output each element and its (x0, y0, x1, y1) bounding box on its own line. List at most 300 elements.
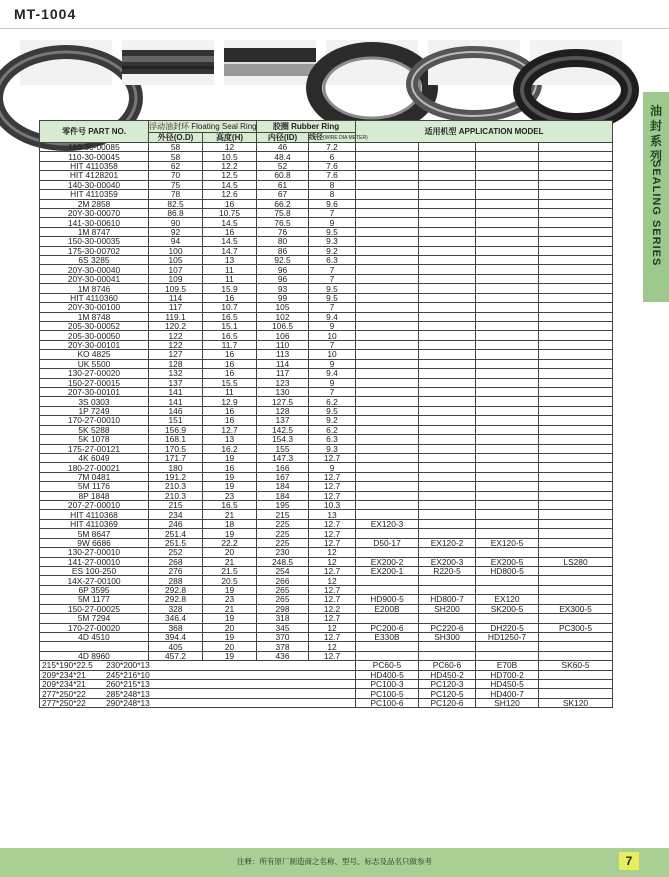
app-model-4-cell (539, 425, 613, 434)
app-model-2-cell: SH300 (419, 632, 476, 641)
height-cell: 14.5 (203, 237, 257, 246)
inner-diameter-cell: 76 (257, 227, 309, 236)
app-model-1-cell: PC200-6 (356, 623, 419, 632)
app-model-3-cell (476, 227, 539, 236)
wire-diameter-cell: 10 (309, 350, 356, 359)
height-cell: 10.5 (203, 152, 257, 161)
app-model-3-cell: EX200-5 (476, 557, 539, 566)
app-model-1-cell (356, 218, 419, 227)
part-no-cell: 6P 3595 (40, 585, 149, 594)
app-model-4-cell (539, 340, 613, 349)
app-model-4-cell: PC300-5 (539, 623, 613, 632)
app-model-1-cell (356, 651, 419, 660)
app-model-4-cell (539, 510, 613, 519)
height-cell: 16 (203, 293, 257, 302)
inner-diameter-cell: 265 (257, 595, 309, 604)
app-model-2-cell: HD800-7 (419, 595, 476, 604)
od-cell: 171.7 (149, 453, 203, 462)
app-model-2-cell (419, 463, 476, 472)
app-model-1-cell: PC60-5 (356, 661, 419, 670)
wire-diameter-cell: 9.4 (309, 312, 356, 321)
wire-diameter-cell: 13 (309, 510, 356, 519)
app-model-2-cell (419, 529, 476, 538)
app-model-3-cell: HD700-2 (476, 670, 539, 679)
wire-diameter-cell: 12.7 (309, 472, 356, 481)
od-cell: 394.4 (149, 632, 203, 641)
od-cell: 78 (149, 190, 203, 199)
wire-diameter-cell: 9.2 (309, 246, 356, 255)
app-model-3-cell (476, 143, 539, 152)
od-cell: 457.2 (149, 651, 203, 660)
inner-diameter-cell: 52 (257, 161, 309, 170)
app-model-1-cell (356, 237, 419, 246)
wire-diameter-cell: 12.7 (309, 632, 356, 641)
inner-diameter-cell: 106.5 (257, 322, 309, 331)
od-cell: 105 (149, 256, 203, 265)
height-cell: 11 (203, 265, 257, 274)
seal-ring-photo-2 (122, 40, 214, 85)
table-row (40, 406, 613, 415)
app-model-2-cell (419, 284, 476, 293)
app-model-3-cell (476, 199, 539, 208)
app-model-1-cell (356, 190, 419, 199)
app-model-3-cell (476, 246, 539, 255)
app-model-2-cell (419, 642, 476, 651)
app-model-4-cell (539, 397, 613, 406)
app-model-3-cell (476, 576, 539, 585)
od-cell: 246 (149, 519, 203, 528)
table-row (40, 190, 613, 199)
app-model-2-cell (419, 491, 476, 500)
rubber-ring-dims: 285*248*13 (106, 688, 150, 699)
app-model-4-cell (539, 416, 613, 425)
inner-diameter-cell: 76.5 (257, 218, 309, 227)
app-model-2-cell: PC120-6 (419, 698, 476, 707)
od-cell: 210.3 (149, 491, 203, 500)
inner-diameter-cell: 230 (257, 548, 309, 557)
inner-diameter-cell: 154.3 (257, 435, 309, 444)
table-row (40, 387, 613, 396)
app-model-4-cell (539, 632, 613, 641)
table-row (40, 397, 613, 406)
app-model-4-cell (539, 265, 613, 274)
app-model-3-cell: HD800-5 (476, 566, 539, 575)
od-cell: 58 (149, 143, 203, 152)
app-model-3-cell (476, 614, 539, 623)
wire-diameter-cell: 9 (309, 359, 356, 368)
app-model-4-cell (539, 143, 613, 152)
app-model-2-cell: PC60-6 (419, 661, 476, 670)
wire-diameter-cell: 6.2 (309, 425, 356, 434)
app-model-2-cell (419, 472, 476, 481)
height-cell: 19 (203, 453, 257, 462)
table-row (40, 265, 613, 274)
app-model-1-cell (356, 491, 419, 500)
od-cell: 268 (149, 557, 203, 566)
table-row (40, 284, 613, 293)
table-row (40, 152, 613, 161)
od-cell: 405 (149, 642, 203, 651)
app-model-1-cell (356, 548, 419, 557)
table-row (40, 161, 613, 170)
part-no-cell: 5K 5288 (40, 425, 149, 434)
part-no-cell: 20Y-30-00070 (40, 208, 149, 217)
table-row (40, 491, 613, 500)
app-model-2-cell (419, 237, 476, 246)
wire-diameter-cell: 9.4 (309, 369, 356, 378)
app-model-1-cell (356, 350, 419, 359)
height-cell: 19 (203, 529, 257, 538)
dimension-summary-cell (40, 680, 356, 689)
app-model-1-cell (356, 246, 419, 255)
table-row (40, 322, 613, 331)
app-model-4-cell (539, 491, 613, 500)
table-row (40, 698, 613, 707)
table-row (40, 501, 613, 510)
app-model-2-cell (419, 425, 476, 434)
sealing-series-side-tab (643, 92, 669, 302)
dimension-summary-cell (40, 698, 356, 707)
app-model-4-cell (539, 227, 613, 236)
wire-diameter-cell: 6.3 (309, 256, 356, 265)
od-cell: 75 (149, 180, 203, 189)
app-model-2-cell (419, 576, 476, 585)
inner-diameter-cell: 93 (257, 284, 309, 293)
part-no-cell: 20Y-30-00040 (40, 265, 149, 274)
app-model-4-cell (539, 548, 613, 557)
od-cell: 292.8 (149, 585, 203, 594)
height-cell: 21 (203, 557, 257, 566)
wire-diameter-cell: 7 (309, 303, 356, 312)
app-model-3-cell (476, 453, 539, 462)
wire-diameter-cell: 9.5 (309, 293, 356, 302)
part-no-cell: 20Y-30-00101 (40, 340, 149, 349)
wire-diameter-cell: 9.5 (309, 406, 356, 415)
app-model-1-cell (356, 472, 419, 481)
inner-diameter-cell: 96 (257, 274, 309, 283)
od-cell: 94 (149, 237, 203, 246)
app-model-1-cell (356, 369, 419, 378)
app-model-2-cell (419, 435, 476, 444)
table-row (40, 557, 613, 566)
app-model-2-cell (419, 519, 476, 528)
app-model-4-cell (539, 529, 613, 538)
app-model-2-cell (419, 303, 476, 312)
wire-diameter-cell: 7.6 (309, 161, 356, 170)
wire-diameter-cell: 12.7 (309, 529, 356, 538)
table-row (40, 529, 613, 538)
app-model-3-cell (476, 406, 539, 415)
app-model-2-cell (419, 227, 476, 236)
app-model-3-cell: E70B (476, 661, 539, 670)
page-number: 7 (619, 852, 639, 870)
app-model-4-cell (539, 689, 613, 698)
table-row (40, 632, 613, 641)
wire-diameter-cell: 12.2 (309, 604, 356, 613)
app-model-3-cell (476, 444, 539, 453)
app-model-1-cell (356, 143, 419, 152)
app-model-4-cell (539, 359, 613, 368)
height-cell: 15.9 (203, 284, 257, 293)
app-model-1-cell: PC100-5 (356, 689, 419, 698)
app-model-1-cell (356, 387, 419, 396)
inner-diameter-cell: 215 (257, 510, 309, 519)
app-model-2-cell (419, 340, 476, 349)
od-cell: 62 (149, 161, 203, 170)
app-model-4-cell (539, 274, 613, 283)
part-no-cell: 141-30-00610 (40, 218, 149, 227)
table-row (40, 680, 613, 689)
app-model-3-cell (476, 284, 539, 293)
inner-diameter-cell: 105 (257, 303, 309, 312)
height-cell: 20 (203, 642, 257, 651)
table-row (40, 227, 613, 236)
app-model-2-cell (419, 256, 476, 265)
app-model-4-cell (539, 208, 613, 217)
rubber-ring-dims: 230*200*13 (106, 660, 150, 671)
inner-diameter-cell: 254 (257, 566, 309, 575)
part-no-cell: 150-27-00015 (40, 378, 149, 387)
height-cell: 12.2 (203, 161, 257, 170)
app-model-4-cell (539, 312, 613, 321)
part-no-cell: HIT 4110369 (40, 519, 149, 528)
app-model-4-cell (539, 576, 613, 585)
app-model-3-cell (476, 651, 539, 660)
table-row (40, 331, 613, 340)
app-model-1-cell (356, 463, 419, 472)
wire-diameter-cell: 12 (309, 642, 356, 651)
app-model-3-cell: SH120 (476, 698, 539, 707)
app-model-1-cell: E200B (356, 604, 419, 613)
wire-diameter-cell: 12.7 (309, 482, 356, 491)
table-row (40, 463, 613, 472)
wire-diameter-cell: 6 (309, 152, 356, 161)
inner-diameter-cell: 46 (257, 143, 309, 152)
app-model-4-cell (539, 237, 613, 246)
app-model-4-cell (539, 199, 613, 208)
wire-diameter-cell: 12.7 (309, 595, 356, 604)
app-model-4-cell (539, 453, 613, 462)
part-no-cell: HIT 4110368 (40, 510, 149, 519)
part-no-cell: 170-27-00010 (40, 416, 149, 425)
wire-diameter-cell: 7 (309, 340, 356, 349)
part-no-cell: 207-27-00010 (40, 501, 149, 510)
table-row (40, 303, 613, 312)
app-model-2-cell (419, 444, 476, 453)
table-row (40, 576, 613, 585)
od-cell: 86.8 (149, 208, 203, 217)
od-cell: 109.5 (149, 284, 203, 293)
rubber-ring-dims: 260*215*13 (106, 679, 150, 690)
table-row (40, 199, 613, 208)
height-cell: 11 (203, 387, 257, 396)
table-row (40, 642, 613, 651)
od-cell: 252 (149, 548, 203, 557)
inner-diameter-cell: 99 (257, 293, 309, 302)
od-cell: 251.5 (149, 538, 203, 547)
app-model-3-cell (476, 519, 539, 528)
part-no-cell: 140-30-00040 (40, 180, 149, 189)
height-cell: 19 (203, 651, 257, 660)
app-model-3-cell (476, 642, 539, 651)
wire-diameter-cell: 12.7 (309, 614, 356, 623)
od-cell: 288 (149, 576, 203, 585)
app-model-1-cell (356, 208, 419, 217)
app-model-2-cell (419, 501, 476, 510)
part-no-cell: 130-27-00010 (40, 548, 149, 557)
inner-diameter-cell: 75.8 (257, 208, 309, 217)
od-cell: 368 (149, 623, 203, 632)
app-model-4-cell (539, 284, 613, 293)
inner-diameter-cell: 184 (257, 482, 309, 491)
height-cell: 15.1 (203, 322, 257, 331)
dimension-summary-cell (40, 661, 356, 670)
app-model-4-cell (539, 171, 613, 180)
wire-diameter-cell: 12.7 (309, 491, 356, 500)
dimension-summary-cell (40, 689, 356, 698)
app-model-1-cell (356, 340, 419, 349)
seal-ring-photo-4 (326, 40, 418, 85)
height-cell: 10.75 (203, 208, 257, 217)
part-no-cell: 1M 8748 (40, 312, 149, 321)
app-model-3-cell: DH220-5 (476, 623, 539, 632)
app-model-2-cell (419, 369, 476, 378)
app-model-3-cell: EX120-5 (476, 538, 539, 547)
part-no-cell: 130-27-00020 (40, 369, 149, 378)
app-model-1-cell (356, 265, 419, 274)
app-model-2-cell: R220-5 (419, 566, 476, 575)
part-no-cell: 14X-27-00100 (40, 576, 149, 585)
table-row (40, 237, 613, 246)
table-row (40, 312, 613, 321)
table-row (40, 359, 613, 368)
app-model-2-cell (419, 218, 476, 227)
od-cell: 156.9 (149, 425, 203, 434)
app-model-4-cell: SK60-5 (539, 661, 613, 670)
app-model-4-cell (539, 595, 613, 604)
part-no-cell: 175-30-00702 (40, 246, 149, 255)
table-row (40, 661, 613, 670)
part-no-cell: KO 4825 (40, 350, 149, 359)
height-cell: 14.5 (203, 180, 257, 189)
part-no-cell: 1M 8746 (40, 284, 149, 293)
app-model-2-cell (419, 293, 476, 302)
od-cell: 292.8 (149, 595, 203, 604)
app-model-4-cell (539, 331, 613, 340)
app-model-2-cell (419, 180, 476, 189)
app-model-3-cell: HD450-5 (476, 680, 539, 689)
part-no-cell: 20Y-30-00100 (40, 303, 149, 312)
inner-diameter-cell: 345 (257, 623, 309, 632)
height-cell: 16.5 (203, 331, 257, 340)
height-cell: 16 (203, 463, 257, 472)
part-no-cell: 150-27-00025 (40, 604, 149, 613)
part-no-cell: 141-27-00010 (40, 557, 149, 566)
table-row (40, 340, 613, 349)
app-model-1-cell (356, 312, 419, 321)
height-cell: 14.7 (203, 246, 257, 255)
inner-diameter-cell: 147.3 (257, 453, 309, 462)
wire-diameter-cell: 7 (309, 208, 356, 217)
app-model-3-cell (476, 322, 539, 331)
wire-diameter-cell: 7.2 (309, 143, 356, 152)
app-model-4-cell (539, 482, 613, 491)
table-row (40, 378, 613, 387)
app-model-1-cell (356, 406, 419, 415)
inner-diameter-cell: 436 (257, 651, 309, 660)
app-model-1-cell (356, 359, 419, 368)
app-model-3-cell (476, 482, 539, 491)
app-model-3-cell (476, 350, 539, 359)
rubber-ring-dims: 290*248*13 (106, 698, 150, 709)
inner-diameter-cell: 113 (257, 350, 309, 359)
app-model-2-cell: EX120-2 (419, 538, 476, 547)
table-row (40, 171, 613, 180)
app-model-1-cell (356, 510, 419, 519)
table-row (40, 585, 613, 594)
height-cell: 23 (203, 595, 257, 604)
inner-diameter-cell: 225 (257, 538, 309, 547)
part-no-cell (40, 642, 149, 651)
table-row (40, 369, 613, 378)
app-model-3-cell (476, 208, 539, 217)
app-model-1-cell (356, 199, 419, 208)
od-cell: 100 (149, 246, 203, 255)
table-row (40, 472, 613, 481)
height-cell: 16 (203, 199, 257, 208)
od-cell: 132 (149, 369, 203, 378)
app-model-4-cell (539, 501, 613, 510)
app-model-4-cell (539, 190, 613, 199)
wire-diameter-cell: 7 (309, 387, 356, 396)
height-cell: 16 (203, 359, 257, 368)
app-model-2-cell (419, 312, 476, 321)
app-model-3-cell: SK200-5 (476, 604, 539, 613)
inner-diameter-cell: 106 (257, 331, 309, 340)
app-model-3-cell (476, 190, 539, 199)
table-row (40, 293, 613, 302)
od-header: 外径(O.D) (149, 133, 203, 143)
inner-diameter-cell: 60.8 (257, 171, 309, 180)
height-cell: 16 (203, 406, 257, 415)
wire-diameter-cell: 9 (309, 378, 356, 387)
app-model-1-cell: PC100-3 (356, 680, 419, 689)
app-model-4-cell (539, 350, 613, 359)
app-model-4-cell (539, 614, 613, 623)
seal-ring-photo-5 (428, 40, 520, 85)
table-row (40, 350, 613, 359)
app-model-2-cell (419, 387, 476, 396)
part-no-cell: 4D 8960 (40, 651, 149, 660)
height-cell: 20 (203, 548, 257, 557)
inner-diameter-cell: 155 (257, 444, 309, 453)
part-no-cell: 207-30-00101 (40, 387, 149, 396)
wire-diameter-cell: 12.7 (309, 585, 356, 594)
app-model-4-cell (539, 246, 613, 255)
app-model-4-cell (539, 519, 613, 528)
wire-diameter-cell: 12 (309, 548, 356, 557)
wire-diameter-cell: 12 (309, 576, 356, 585)
app-model-2-cell (419, 482, 476, 491)
od-cell: 146 (149, 406, 203, 415)
inner-diameter-cell: 137 (257, 416, 309, 425)
app-model-3-cell (476, 265, 539, 274)
app-model-1-cell (356, 416, 419, 425)
height-cell: 10.7 (203, 303, 257, 312)
table-row (40, 453, 613, 462)
app-model-1-cell (356, 227, 419, 236)
wire-diameter-cell: 8 (309, 180, 356, 189)
